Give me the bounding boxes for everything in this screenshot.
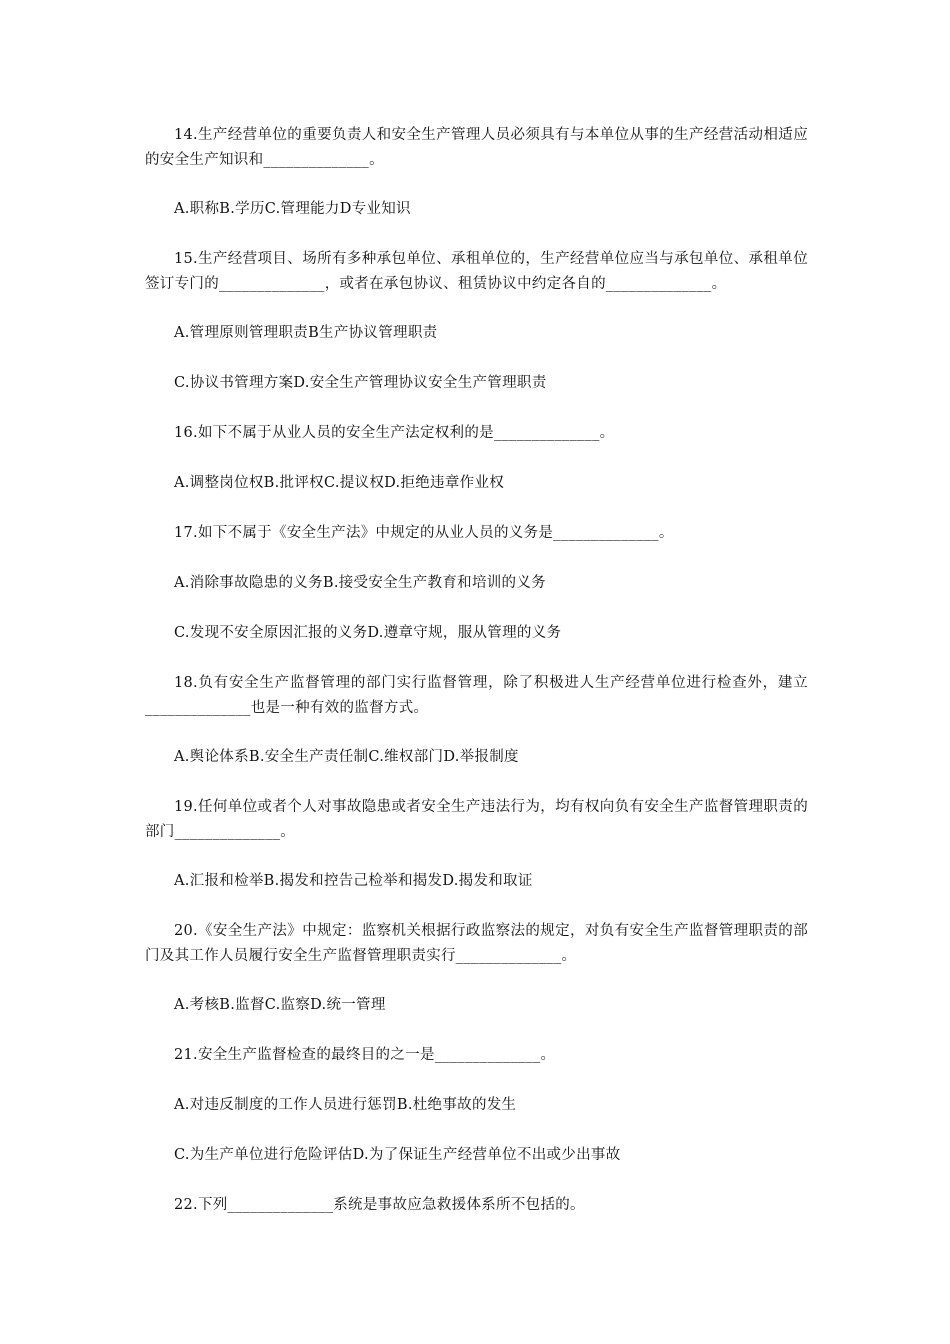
question-16-options: A.调整岗位权B.批评权C.提议权D.拒绝违章作业权 (174, 475, 505, 491)
document-page (145, 123, 808, 1218)
question-15-options-a: A.管理原则管理职责B生产协议管理职责 (174, 325, 438, 341)
question-17: 17.如下不属于《安全生产法》中规定的从业人员的义务是______________。 (174, 525, 674, 541)
question-15: 15.生产经营项目、场所有多种承包单位、承租单位的，生产经营单位应当与承包单位、承租单位签订专门的______________，或者在承包协议、租赁协议中约定各自的______________。 (145, 251, 808, 292)
question-18-options: A.舆论体系B.安全生产责任制C.维权部门D.举报制度 (174, 749, 519, 765)
question-20-options: A.考核B.监督C.监察D.统一管理 (174, 997, 386, 1013)
question-17-options-c: C.发现不安全原因汇报的义务D.遵章守规，服从管理的义务 (174, 625, 562, 641)
question-17-options-a: A.消除事故隐患的义务B.接受安全生产教育和培训的义务 (174, 575, 546, 591)
question-14: 14.生产经营单位的重要负责人和安全生产管理人员必须具有与本单位从事的生产经营活动相适应的安全生产知识和______________。 (145, 127, 808, 168)
question-15-options-c: C.协议书管理方案D.安全生产管理协议安全生产管理职责 (174, 375, 547, 391)
question-19-options: A.汇报和检举B.揭发和控告己检举和揭发D.揭发和取证 (174, 873, 533, 889)
question-19: 19.任何单位或者个人对事故隐患或者安全生产违法行为，均有权向负有安全生产监督管理职责的部门______________。 (145, 799, 808, 840)
question-18: 18.负有安全生产监督管理的部门实行监督管理，除了积极进人生产经营单位进行检查外，建立______________也是一种有效的监督方式。 (145, 675, 808, 716)
question-21-options-c: C.为生产单位进行危险评估D.为了保证生产经营单位不出或少出事故 (174, 1147, 621, 1163)
question-22: 22.下列______________系统是事故应急救援体系所不包括的。 (174, 1197, 585, 1213)
question-20: 20.《安全生产法》中规定：监察机关根据行政监察法的规定，对负有安全生产监督管理职责的部门及其工作人员履行安全生产监督管理职责实行______________。 (145, 923, 808, 964)
question-16: 16.如下不属于从业人员的安全生产法定权利的是______________。 (174, 425, 615, 441)
question-21-options-a: A.对违反制度的工作人员进行惩罚B.杜绝事故的发生 (174, 1097, 517, 1113)
question-21: 21.安全生产监督检查的最终目的之一是______________。 (174, 1047, 556, 1063)
question-14-options: A.职称B.学历C.管理能力D专业知识 (174, 201, 411, 217)
